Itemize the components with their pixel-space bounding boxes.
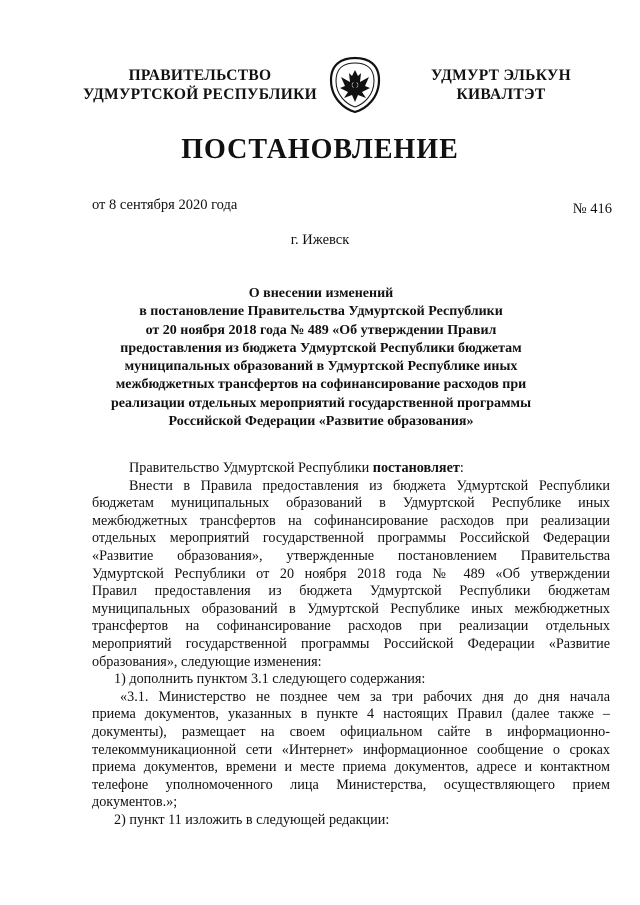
header-left-line-2: УДМУРТСКОЙ РЕСПУБЛИКИ <box>82 86 317 103</box>
body-intro <box>92 460 610 478</box>
udmurt-coat-of-arms-icon <box>328 56 382 114</box>
subject-line: муниципальных образований в Удмуртской Республике иных <box>124 359 518 375</box>
subject-line: от 20 ноября 2018 года № 489 «Об утверждении Правил <box>145 322 497 338</box>
quote-line: документов.»; <box>92 794 178 811</box>
subject-line: в постановление Правительства Удмуртской Республики <box>139 304 503 320</box>
header-left-line-1: ПРАВИТЕЛЬСТВО <box>128 67 272 84</box>
para1-line: «Развитие образования», утвержденные постановлением Правительства <box>92 547 610 564</box>
para1-line: трансфертов на софинансирование расходов при реализации отдельных <box>92 618 610 635</box>
para1-line: Удмуртской Республики от 20 ноября 2018 года № 489 «Об утверждении <box>92 565 610 582</box>
header-right-line-1: УДМУРТ ЭЛЬКУН <box>431 67 571 84</box>
document-subject <box>96 285 546 431</box>
header-right-org-name <box>420 66 582 104</box>
quote-line: «3.1. Министерство не позднее чем за три рабочих дня до дня начала <box>120 688 610 705</box>
para1-line: муниципальных образований в Удмуртской Республике иных межбюджетных <box>92 600 610 617</box>
document-body <box>92 460 610 829</box>
intro-text: Правительство Удмуртской Республики <box>129 460 373 476</box>
quote-line: телефоне уполномоченного лица Министерства, осуществляющего прием <box>92 776 610 793</box>
para1-line: Правил предоставления из бюджета Удмуртской Республики бюджетам <box>92 583 610 600</box>
intro-bold-text: постановляет <box>372 460 460 476</box>
para1-line: образования», следующие изменения: <box>92 653 322 670</box>
para1-line: мероприятий государственной программы Российской Федерации «Развитие <box>92 635 610 652</box>
list-item-2: 2) пункт 11 изложить в следующей редакции: <box>114 811 390 828</box>
intro-suffix: : <box>459 460 464 476</box>
subject-line: межбюджетных трансфертов на софинансирование расходов при <box>115 377 527 393</box>
para1-line: межбюджетных трансфертов на софинансирование расходов при реализации <box>92 512 610 529</box>
quote-line: документы), размещает на своем официальном сайте в информационно- <box>92 723 610 740</box>
header-left-org-name <box>82 66 318 104</box>
list-item-1: 1) дополнить пунктом 3.1 следующего содержания: <box>114 671 426 688</box>
document-date: от 8 сентября 2020 года <box>92 197 238 213</box>
subject-line: предоставления из бюджета Удмуртской Республики бюджетам <box>120 340 522 356</box>
para1-line: Внести в Правила предоставления из бюджета Удмуртской Республики <box>129 477 610 494</box>
document-number: № 416 <box>572 201 612 217</box>
para1-line: отдельных мероприятий государственной программы Российской Федерации <box>92 530 610 547</box>
subject-line: Российской Федерации «Развитие образования» <box>168 414 474 430</box>
para1-line: бюджетам муниципальных образований в Удмуртской Республике иных <box>92 495 610 512</box>
document-city: г. Ижевск <box>290 232 350 248</box>
quote-line: приема документов, времени и месте приема документов, адресе и контактном <box>92 759 610 776</box>
header-right-line-2: КИВАЛТЭТ <box>456 86 546 103</box>
document-title: ПОСТАНОВЛЕНИЕ <box>181 134 459 165</box>
subject-line: О внесении изменений <box>248 286 394 301</box>
quote-line: телекоммуникационной сети «Интернет» информационное сообщение о сроках <box>92 741 610 758</box>
subject-line: реализации отдельных мероприятий государственной программы <box>110 395 532 411</box>
quote-line: приема документов, указанных в пункте 4 настоящих Правил (далее также – <box>92 706 610 723</box>
